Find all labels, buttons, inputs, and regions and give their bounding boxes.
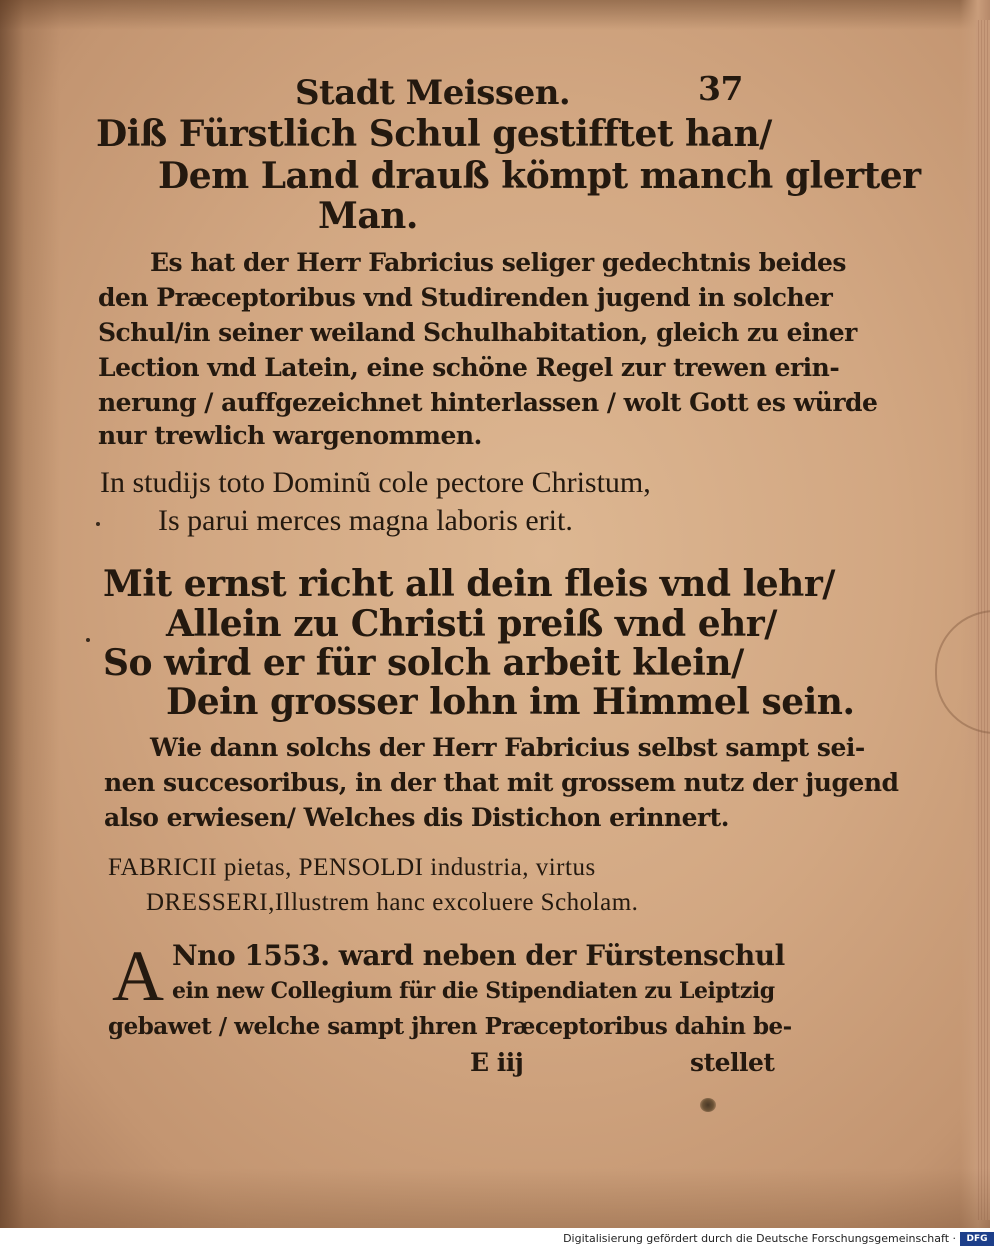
dfg-logo: DFG	[960, 1232, 994, 1246]
drop-cap-initial: A	[112, 936, 164, 1016]
latin-verse-line: Is parui merces magna laboris erit.	[158, 504, 573, 537]
running-head: Stadt Meissen.	[295, 73, 571, 113]
verse-line: Dem Land drauß kömpt manch glerter	[158, 155, 921, 197]
paragraph-line: Schul/in seiner weiland Schulhabitation, gleich zu einer	[98, 318, 857, 347]
german-verse-line: So wird er für solch arbeit klein/	[103, 642, 744, 684]
page-tab-curve	[935, 610, 990, 734]
paragraph-line: den Præceptoribus vnd Studirenden jugend in solcher	[98, 283, 833, 312]
catchword: stellet	[690, 1048, 775, 1077]
ink-speck	[96, 522, 100, 526]
verse-line: Diß Fürstlich Schul gestifftet han/	[96, 113, 772, 155]
page-top-shadow	[0, 0, 990, 30]
paragraph-line: Wie dann solchs der Herr Fabricius selbst sampt sei-	[150, 733, 865, 762]
distichon-line: FABRICII pietas, PENSOLDI industria, virtus	[108, 854, 596, 881]
ink-speck	[86, 638, 90, 642]
distichon-line: DRESSERI,Illustrem hanc excoluere Scholam.	[146, 889, 639, 916]
paragraph-line: nen succesoribus, in der that mit grossem nutz der jugend	[104, 768, 899, 797]
paragraph-line: nur trewlich wargenommen.	[98, 421, 482, 450]
german-verse-line: Mit ernst richt all dein fleis vnd lehr/	[103, 563, 835, 605]
page-number: 37	[698, 69, 743, 108]
verse-line: Man.	[318, 195, 418, 237]
latin-verse-line: In studijs toto Dominũ cole pectore Christum,	[100, 466, 651, 499]
paragraph-line: Nno 1553. ward neben der Fürstenschul	[172, 939, 785, 972]
paragraph-line: Lection vnd Latein, eine schöne Regel zur trewen erin-	[98, 353, 840, 382]
german-verse-line: Dein grosser lohn im Himmel sein.	[166, 681, 855, 723]
paragraph-line: also erwiesen/ Welches dis Distichon erinnert.	[104, 803, 729, 832]
paragraph-line: Es hat der Herr Fabricius seliger gedechtnis beides	[150, 248, 846, 277]
paragraph-line: gebawet / welche sampt jhren Præceptoribus dahin be-	[108, 1013, 792, 1040]
signature-mark: E iij	[470, 1048, 524, 1077]
ink-stain	[700, 1098, 716, 1112]
german-verse-line: Allein zu Christi preiß vnd ehr/	[166, 603, 777, 645]
funding-credit: Digitalisierung gefördert durch die Deutsche Forschungsgemeinschaft ·	[563, 1232, 956, 1245]
paragraph-line: ein new Collegium für die Stipendiaten zu Leiptzig	[172, 978, 775, 1004]
page-bottom-shadow	[0, 1168, 990, 1228]
page-gutter-shadow	[0, 0, 60, 1228]
paragraph-line: nerung / auffgezeichnet hinterlassen / wolt Gott es würde	[98, 388, 878, 417]
